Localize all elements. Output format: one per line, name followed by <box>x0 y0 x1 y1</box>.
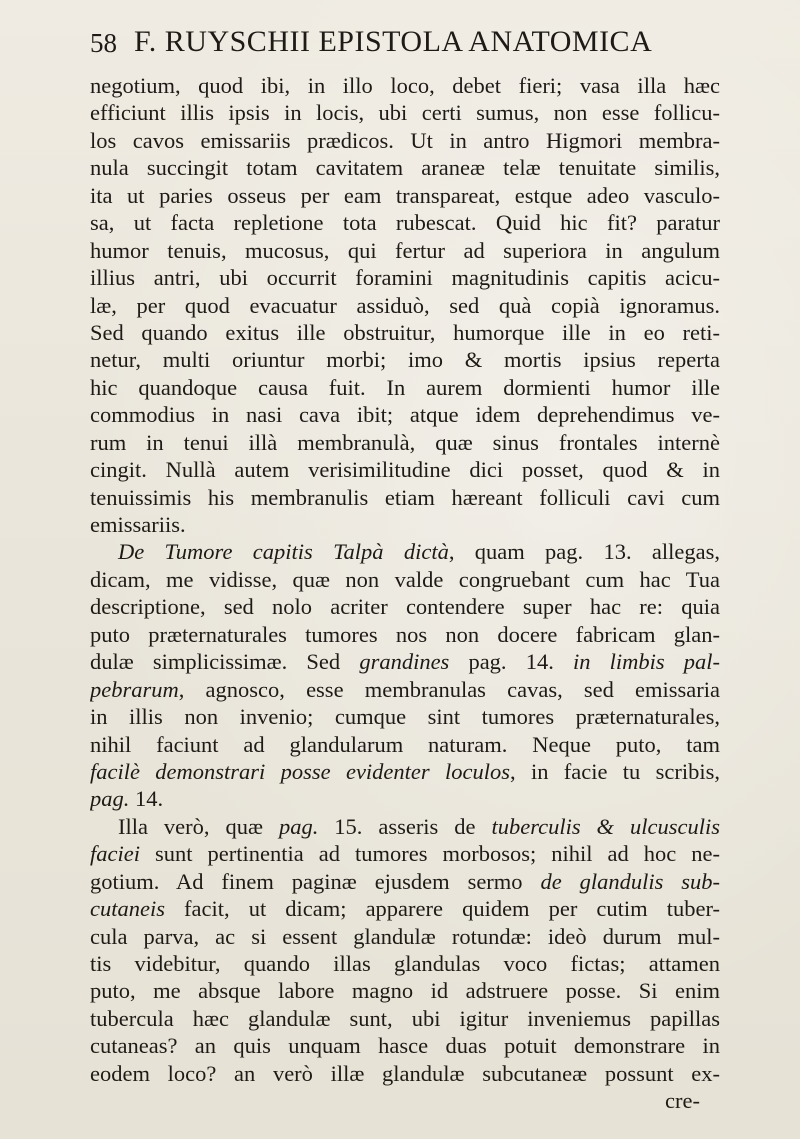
text-line: rum in tenui illà membranulà, quæ sinus frontales internè <box>90 429 720 455</box>
text-line: negotium, quod ibi, in illo loco, debet fieri; vasa illa hæc <box>90 73 720 98</box>
text-line: puto, me absque labore magno id adstruere posse. Si enim <box>90 978 720 1004</box>
text-line: faciei sunt pertinentia ad tumores morbosos; nihil ad hoc ne- <box>90 841 720 867</box>
text-line: eodem loco? an verò illæ glandulæ subcutaneæ possunt ex- <box>90 1060 720 1086</box>
text-line: cingit. Nullà autem verisimilitudine dici posset, quod & in <box>90 457 720 483</box>
text-line: humor tenuis, mucosus, qui fertur ad superiora in angulum <box>90 237 720 263</box>
text-line: tubercula hæc glandulæ sunt, ubi igitur inveniemus papillas <box>90 1005 720 1031</box>
catchword: cre- <box>665 1088 700 1114</box>
text-line: los cavos emissariis prædicos. Ut in antro Higmori membra- <box>90 127 720 153</box>
text-line: nula succingit totam cavitatem araneæ telæ tenuitate similis, <box>90 155 720 181</box>
text-line: descriptione, sed nolo acriter contendere super hac re: quia <box>90 594 720 620</box>
text-line: illius antri, ubi occurrit foramini magnitudinis capitis acicu- <box>90 265 720 291</box>
text-line: commodius in nasi cava ibit; atque idem deprehendimus ve- <box>90 402 720 428</box>
text-line: nihil faciunt ad glandularum naturam. Neque puto, tam <box>90 731 720 757</box>
text-line: cula parva, ac si essent glandulæ rotundæ: ideò durum mul- <box>90 923 720 949</box>
text-line: læ, per quod evacuatur assiduò, sed quà copià ignoramus. <box>90 292 720 318</box>
text-line: ita ut paries osseus per eam transpareat, estque adeo vasculo- <box>90 182 720 208</box>
text-line: in illis non invenio; cumque sint tumores præternaturales, <box>90 704 720 730</box>
text-line: gotium. Ad finem paginæ ejusdem sermo de glandulis sub- <box>90 868 720 894</box>
text-line: puto præternaturales tumores nos non docere fabricam glan- <box>90 621 720 647</box>
body-text <box>90 72 720 1115</box>
text-line: efficiunt illis ipsis in locis, ubi certi sumus, non esse follicu- <box>90 100 720 126</box>
text-line: facilè demonstrari posse evidenter loculos, in facie tu scribis, <box>90 758 720 784</box>
running-title: F. RUYSCHII EPISTOLA ANATOMICA <box>134 25 653 58</box>
text-line: pebrarum, agnosco, esse membranulas cavas, sed emissaria <box>90 676 720 702</box>
text-line: Illa verò, quæ pag. 15. asseris de tuberculis & ulcusculis <box>118 813 720 839</box>
text-line: dicam, me vidisse, quæ non valde congruebant cum hac Tua <box>90 566 720 592</box>
text-line: sa, ut facta repletione tota rubescat. Quid hic fit? paratur <box>90 210 720 236</box>
text-line: tenuissimis his membranulis etiam hæreant folliculi cavi cum <box>90 484 720 510</box>
text-line: hic quandoque causa fuit. In aurem dormienti humor ille <box>90 374 720 400</box>
page-header <box>90 22 730 62</box>
text-line: pag. 14. <box>90 786 164 812</box>
text-line: emissariis. <box>90 512 186 537</box>
text-line: dulæ simplicissimæ. Sed grandines pag. 14. in limbis pal- <box>90 649 720 675</box>
text-line: tis videbitur, quando illas glandulas voco fictas; attamen <box>90 951 720 976</box>
text-line: Sed quando exitus ille obstruitur, humorque ille in eo reti- <box>90 319 720 345</box>
text-line: De Tumore capitis Talpà dictà, quam pag. 13. allegas, <box>118 539 720 565</box>
text-line: netur, multi oriuntur morbi; imo & mortis ipsius reperta <box>90 347 720 373</box>
text-line: cutaneas? an quis unquam hasce duas potuit demonstrare in <box>90 1033 720 1059</box>
page-number: 58 <box>90 28 117 58</box>
text-line: cutaneis facit, ut dicam; apparere quidem per cutim tuber- <box>90 896 720 922</box>
